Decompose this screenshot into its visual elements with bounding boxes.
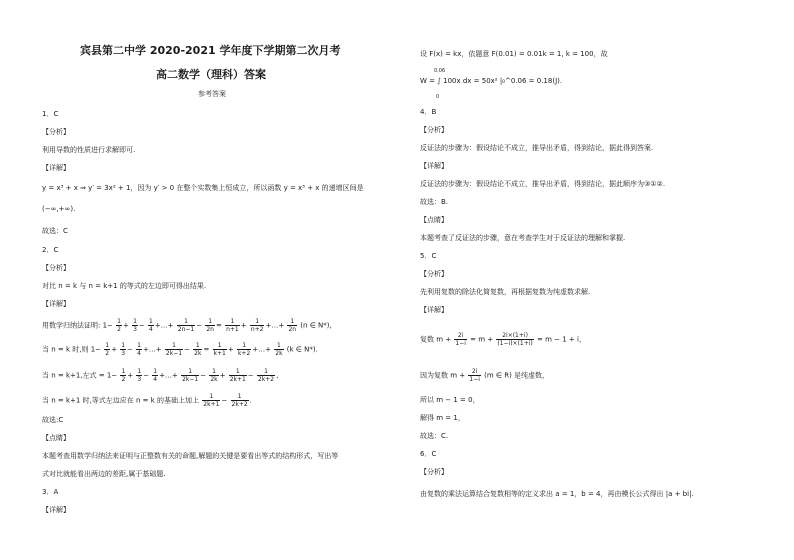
q2-analysis-tag: 【分析】 bbox=[42, 264, 70, 272]
q2-comment-1: 本题考查用数学归纳法来证明与正整数有关的命题,解题的关键是要看出等式的结构形式，写出等 bbox=[42, 452, 339, 460]
q4-analysis-tag: 【分析】 bbox=[420, 126, 448, 134]
q4-detail: 反证法的步骤为：假设结论不成立，推导出矛盾，得到结论，据此顺序为③①②. bbox=[420, 180, 666, 188]
q4-comment-tag: 【点睛】 bbox=[420, 216, 448, 224]
q1-detail-tag: 【详解】 bbox=[42, 164, 70, 172]
q5-equation-2: 因为复数 m + $\frac{2i}{1-i}$ (m ∈ R) 是纯虚数， bbox=[420, 368, 550, 383]
q5-equation-1: 复数 m + $\frac{2i}{1-i}$ = m + $\frac{2i\times(1+i)}{(1-i)\times(1+i)}$ = m − 1 + i， bbox=[420, 332, 586, 347]
q3-detail-tag: 【详解】 bbox=[42, 506, 70, 514]
q5-equation-3: 所以 m − 1 = 0， bbox=[420, 396, 480, 404]
q4-detail-tag: 【详解】 bbox=[420, 162, 448, 170]
q5-analysis-tag: 【分析】 bbox=[420, 270, 448, 278]
q5-number: 5．C bbox=[420, 252, 437, 260]
page-subtitle: 高二数学（理科）答案 bbox=[156, 68, 266, 81]
q3-integral-lower: 0 bbox=[436, 94, 440, 100]
q1-equation-b: (−∞,+∞). bbox=[42, 205, 76, 213]
q5-answer: 故选：C. bbox=[420, 432, 449, 440]
q6-number: 6．C bbox=[420, 450, 437, 458]
q1-analysis: 利用导数的性质进行求解即可. bbox=[42, 146, 136, 154]
q6-analysis-tag: 【分析】 bbox=[420, 468, 448, 476]
q3-line-1: 设 F(x) = kx，依题意 F(0.01) = 0.01k = 1, k = 100，故 bbox=[420, 50, 608, 58]
q3-line-2: W = ∫ 100x dx = 50x² |₀^0.06 = 0.18(J). bbox=[420, 77, 563, 85]
q2-line-4: 当 n = k+1 时,等式左边应在 n = k 的基础上加上 $\frac{1}{2k+1}$ − $\frac{1}{2k+2}$ . bbox=[42, 393, 252, 408]
q5-analysis: 先利用复数的除法化简复数，再根据复数为纯虚数求解. bbox=[420, 288, 591, 296]
q5-detail-tag: 【详解】 bbox=[420, 306, 448, 314]
q4-comment: 本题考查了反证法的步骤，意在考查学生对于反证法的理解和掌握. bbox=[420, 234, 626, 242]
q1-equation-a: y = x³ + x ⇒ y′ = 3x² + 1，因为 y′ > 0 在整个实数集上恒成立，所以函数 y = x³ + x 的递增区间是 bbox=[42, 184, 364, 192]
q4-answer: 故选：B. bbox=[420, 198, 449, 206]
q2-line-3: 当 n = k+1,左式 = 1− $\frac{1}{2}$ + $\frac{1}{3}$ − $\frac{1}{4}$ +…+ $\frac{1}{2k-1}$ − $\frac{1}{2k}$ + $\frac{1}{2k+1}$ − $\frac{1}{2k+2}$ , bbox=[42, 368, 279, 383]
q1-analysis-tag: 【分析】 bbox=[42, 128, 70, 136]
q2-line-1: 用数学归纳法证明: 1− $\frac{1}{2}$ + $\frac{1}{3}$ − $\frac{1}{4}$ +…+ $\frac{1}{2n-1}$ − $\frac{1}{2n}$ = $\frac{1}{n+1}$ + $\frac{1}{n+2}$ +…+ $\frac{1}{2n}$ (n ∈ N*), bbox=[42, 318, 332, 333]
q6-analysis: 由复数的乘法运算结合复数相等的定义求出 a = 1，b = 4，再由模长公式得出 |a + bi|. bbox=[420, 490, 694, 498]
page-title: 宾县第二中学 2020-2021 学年度下学期第二次月考 bbox=[80, 44, 341, 57]
q2-analysis: 对比 n = k 与 n = k+1 的等式的左边即可得出结果. bbox=[42, 282, 207, 290]
reference-answer-caption: 参考答案 bbox=[198, 90, 226, 98]
q2-number: 2．C bbox=[42, 246, 59, 254]
q1-number: 1．C bbox=[42, 110, 59, 118]
q2-comment-2: 式对比就能看出两边的差距,属于基础题. bbox=[42, 470, 166, 478]
q2-detail-tag: 【详解】 bbox=[42, 300, 70, 308]
q2-line-2: 当 n = k 时,则 1− $\frac{1}{2}$ + $\frac{1}{3}$ − $\frac{1}{4}$ +…+ $\frac{1}{2k-1}$ − $\frac{1}{2k}$ = $\frac{1}{k+1}$ + $\frac{1}{k+2}$ +…+ $\frac{1}{2k}$ (k ∈ N*). bbox=[42, 342, 318, 357]
q3-integral-block bbox=[420, 68, 563, 100]
q2-comment-tag: 【点睛】 bbox=[42, 434, 70, 442]
q4-analysis: 反证法的步骤为：假设结论不成立，推导出矛盾，得到结论，据此得到答案. bbox=[420, 144, 654, 152]
q2-answer: 故选:C bbox=[42, 416, 64, 424]
q4-number: 4．B bbox=[420, 108, 437, 116]
q5-equation-4: 解得 m = 1， bbox=[420, 414, 465, 422]
q1-answer: 故选：C bbox=[42, 227, 68, 235]
q3-integral-upper: 0.06 bbox=[434, 68, 446, 74]
q3-number: 3．A bbox=[42, 488, 59, 496]
